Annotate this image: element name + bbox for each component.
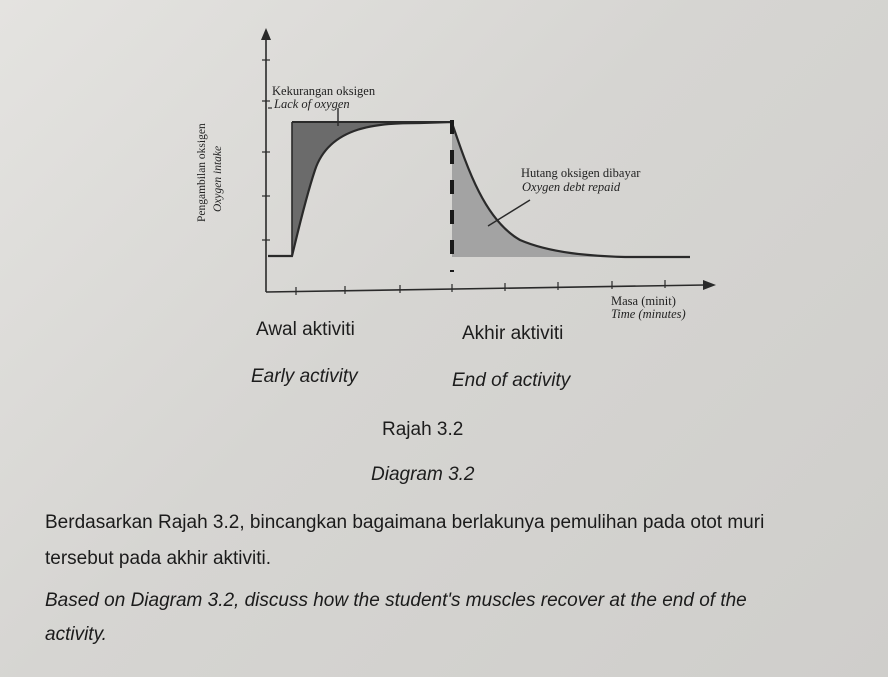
start-activity-label-ms: Awal aktiviti xyxy=(256,319,355,340)
diagram-caption-en: Diagram 3.2 xyxy=(371,464,475,485)
deficit-label-en: Lack of oxygen xyxy=(274,97,350,111)
x-axis-arrow-icon xyxy=(703,280,716,290)
y-axis-label-en: Oxygen intake xyxy=(212,145,224,212)
diagram-caption-ms: Rajah 3.2 xyxy=(382,419,464,440)
deficit-label-ms: Kekurangan oksigen xyxy=(272,84,376,98)
question-ms-line-2: tersebut pada akhir aktiviti. xyxy=(45,548,272,569)
debt-pointer xyxy=(488,200,530,226)
end-activity-label-en: End of activity xyxy=(452,370,571,391)
question-ms-line-1: Berdasarkan Rajah 3.2, bincangkan bagaimana berlakunya pemulihan pada otot muri xyxy=(45,512,765,533)
question-en-line-2: activity. xyxy=(45,624,107,645)
x-axis-label-en: Time (minutes) xyxy=(611,307,686,321)
y-axis-arrow-icon xyxy=(261,28,271,40)
debt-label-ms: Hutang oksigen dibayar xyxy=(521,166,641,180)
x-axis xyxy=(266,285,705,292)
question-en-line-1: Based on Diagram 3.2, discuss how the student's muscles recover at the end of the xyxy=(45,590,747,611)
y-axis-label-ms: Pengambilan oksigen xyxy=(196,123,208,222)
debt-label-en: Oxygen debt repaid xyxy=(522,180,621,194)
end-activity-label-ms: Akhir aktiviti xyxy=(462,323,564,344)
x-axis-label-ms: Masa (minit) xyxy=(611,294,676,308)
start-activity-label-en: Early activity xyxy=(251,366,358,387)
oxygen-deficit-area xyxy=(292,122,452,254)
